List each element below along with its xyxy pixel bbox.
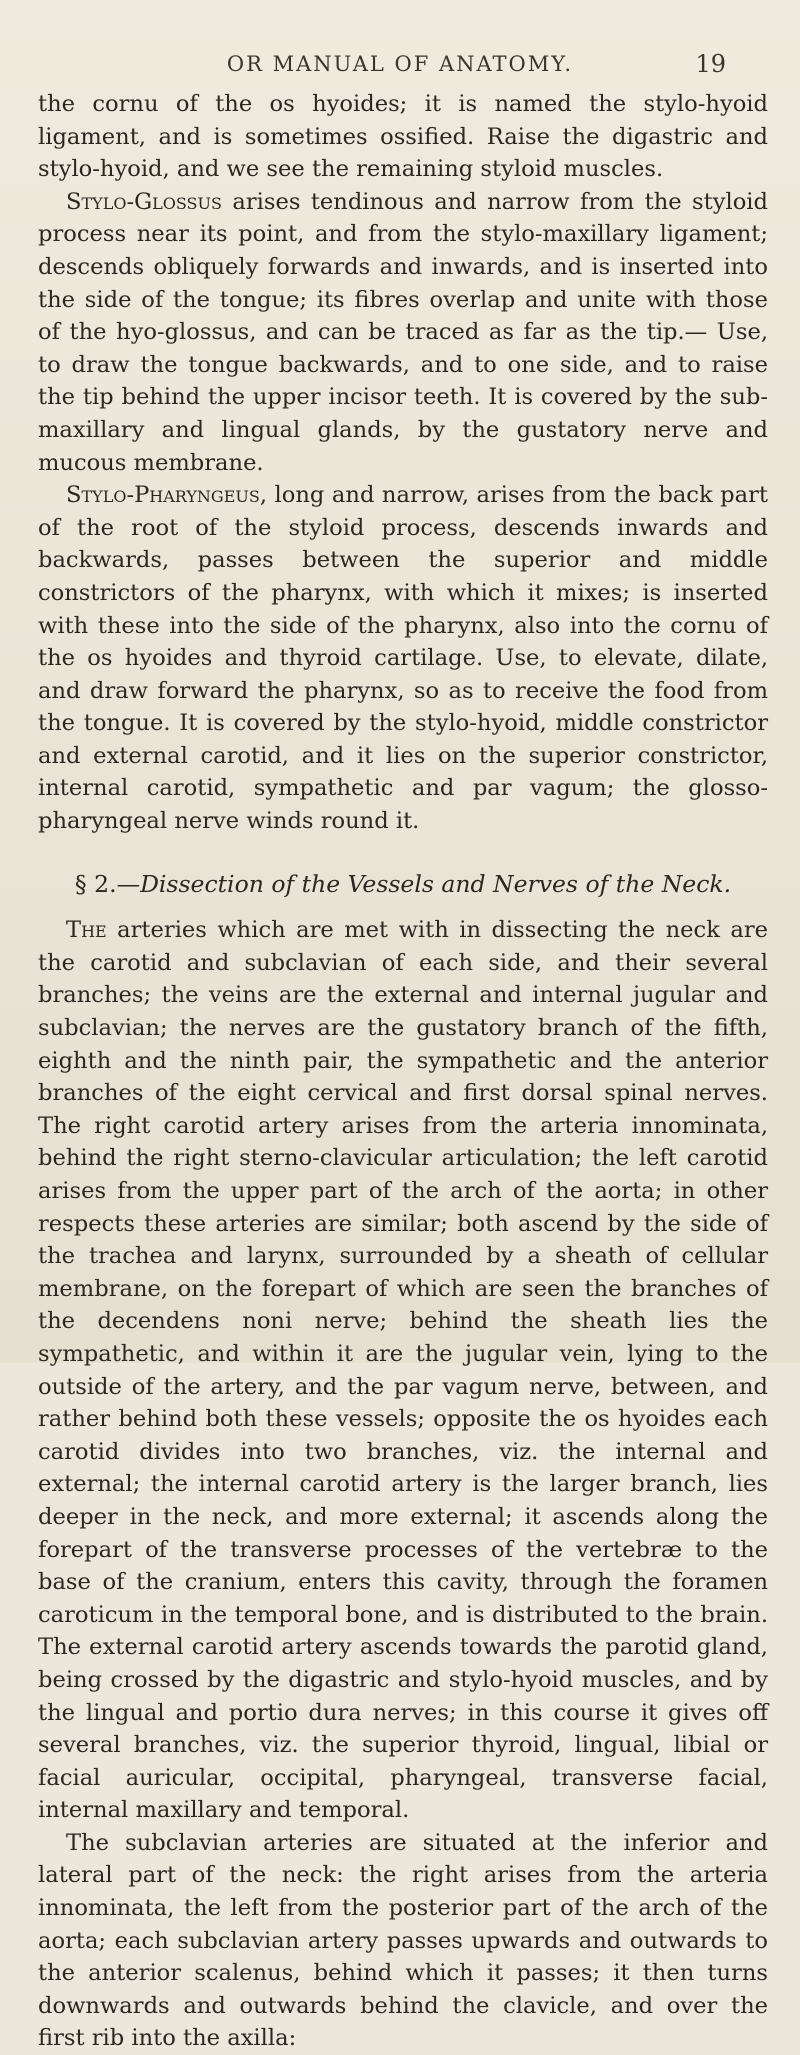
paragraph-stylo-glossus-text: arises tendinous and narrow from the styloid process near its point, and from the stylo-maxillary ligament; descends obliquely forwards and inwards, and is inserted into the side of the tongue; its fibres overlap and unite with those of the hyo-glossus, and can be traced as far as the tip.— Use, to draw the tongue backwards, and to one side, and to raise the tip behind the upper incisor teeth. It is covered by the sub-maxillary and lingual glands, by the gustatory nerve and mucous membrane. [38,188,768,476]
paragraph-stylo-hyoid-ligament: the cornu of the os hyoides; it is named the stylo-hyoid ligament, and is sometimes ossified. Raise the digastric and stylo-hyoid, and we see the remaining styloid muscles. [38,91,768,183]
paragraph-stylo-pharyngeus [38,479,768,838]
section-heading [38,868,768,901]
running-title: OR MANUAL OF ANATOMY. [226,52,574,76]
paragraph-stylo-glossus [38,186,768,479]
term-stylo-glossus: Stylo-Glossus [66,188,222,215]
paragraph-subclavian: The subclavian arteries are situated at the inferior and lateral part of the neck: the right arises from the arteria innominata, the left from the posterior part of the arch of the aorta; each subclavian artery passes upwards and outwards to the anterior scalenus, behind which it passes; it then turns downwards and outwards behind the clavicle, and over the first rib into the axilla: [38,1829,768,2052]
page-number: 19 [695,50,726,78]
paragraph-arteries-lead: The [66,917,107,944]
paragraph-arteries-text: arteries which are met with in dissecting the neck are the carotid and subclavian of each side, and their several branches; the veins are the external and internal jugular and subclavian; the nerves are the gustatory branch of the fifth, eighth and the ninth pair, the sympathetic and the anterior branches of the eight cervical and first dorsal spinal nerves. The right carotid artery arises from the arteria innominata, behind the right sterno-clavicular articulation; the left carotid arises from the upper part of the arch of the aorta; in other respects these arteries are similar; both ascend by the side of the trachea and larynx, surrounded by a sheath of cellular membrane, on the forepart of which are seen the branches of the decendens noni nerve; behind the sheath lies the sympathetic, and within it are the jugular vein, lying to the outside of the artery, and the par vagum nerve, between, and rather behind both these vessels; opposite the os hyoides each carotid divides into two branches, viz. the internal and external; the internal carotid artery is the larger branch, lies deeper in the neck, and more external; it ascends along the forepart of the transverse processes of the vertebræ to the base of the cranium, enters this cavity, through the foramen caroticum in the temporal bone, and is distributed to the brain. The external carotid artery ascends towards the parotid gland, being crossed by the digastric and stylo-hyoid muscles, and by the lingual and portio dura nerves; in this course it gives off several branches, viz. the superior thyroid, lingual, libial or facial auricular, occipital, pharyngeal, transverse facial, internal maxillary and temporal. [38,917,768,1824]
paragraph-arteries [38,914,768,1827]
term-stylo-pharyngeus: Stylo-Pharyngeus [66,482,260,509]
section-title: —Dissection of the Vessels and Nerves of the Neck. [116,869,732,898]
paragraph-stylo-pharyngeus-text: , long and narrow, arises from the back part of the root of the styloid process, descends inwards and backwards, passes between the superior and middle constrictors of the pharynx, with which it mixes; is inserted with these into the side of the pharynx, also into the cornu of the os hyoides and thyroid cartilage. Use, to elevate, dilate, and draw forward the pharynx, so as to receive the food from the tongue. It is covered by the stylo-hyoid, middle constrictor and external carotid, and it lies on the superior constrictor, internal carotid, sympathetic and par vagum; the glosso-pharyngeal nerve winds round it. [38,482,768,835]
body-text [38,88,768,2055]
section-number: § 2. [74,869,117,898]
